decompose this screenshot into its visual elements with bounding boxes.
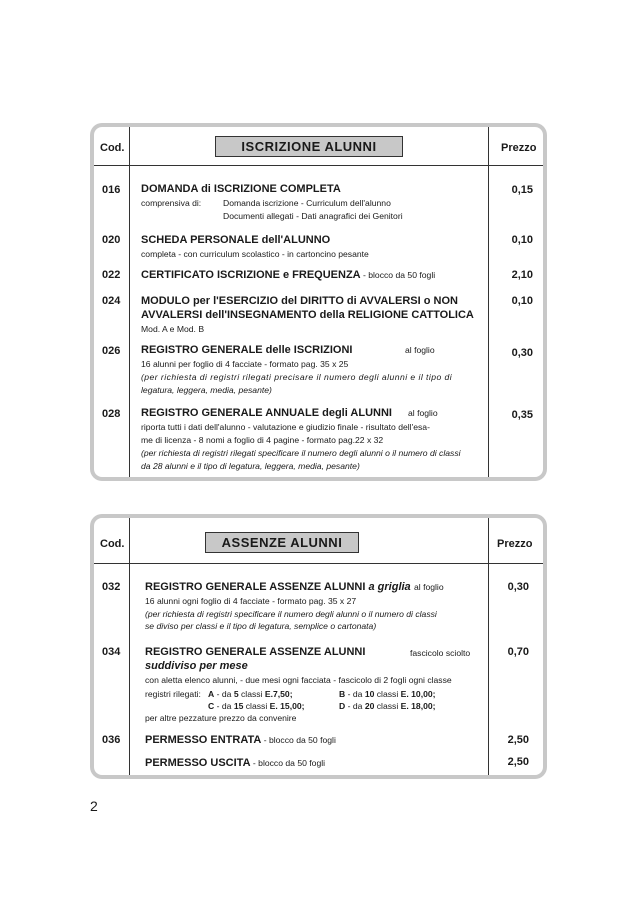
item-price: 2,50 <box>507 756 529 768</box>
item-detail: Documenti allegati - Dati anagrafici dei Genitori <box>223 211 403 221</box>
item-code: 036 <box>102 734 121 746</box>
section-title: ASSENZE ALUNNI <box>205 532 359 553</box>
item-code: 032 <box>102 581 121 593</box>
item-title-emphasis: a griglia <box>365 581 411 593</box>
item-title-suffix: - blocco da 50 fogli <box>360 270 436 280</box>
item-description: per altre pezzature prezzo da convenire <box>145 713 297 723</box>
header-prezzo: Prezzo <box>497 538 533 550</box>
column-divider <box>488 127 489 477</box>
item-title-line <box>145 756 325 770</box>
item-code: 016 <box>102 184 121 196</box>
item-description: 16 alunni per foglio di 4 facciate - formato pag. 35 x 25 <box>141 359 349 369</box>
item-price: 0,15 <box>511 184 533 196</box>
registri-option-c: C - da 15 classi E. 15,00; <box>208 701 305 711</box>
item-code: 020 <box>102 234 121 246</box>
item-price: 0,30 <box>507 581 529 593</box>
section-title: ISCRIZIONE ALUNNI <box>215 136 403 157</box>
item-price: 0,10 <box>511 295 533 307</box>
item-code: 026 <box>102 345 121 357</box>
item-note: se diviso per classi e il tipo di legatura, semplice o cartonata) <box>145 621 377 631</box>
item-price: 2,50 <box>507 734 529 746</box>
assenze-table <box>94 518 543 775</box>
item-unit-note: fascicolo sciolto <box>410 648 471 658</box>
item-unit-note: al foglio <box>405 345 435 355</box>
header-cod: Cod. <box>100 142 125 154</box>
header-divider <box>94 563 543 564</box>
registri-option-b: B - da 10 classi E. 10,00; <box>339 689 436 699</box>
registri-option-d: D - da 20 classi E. 18,00; <box>339 701 436 711</box>
item-title-line <box>145 580 411 594</box>
item-unit-note: al foglio <box>414 582 444 592</box>
assenze-panel <box>90 514 547 779</box>
item-description: con aletta elenco alunni, - due mesi ogni facciata - fascicolo di 2 fogli ogni classe <box>145 675 452 685</box>
item-title: DOMANDA di ISCRIZIONE COMPLETA <box>141 183 341 195</box>
header-prezzo: Prezzo <box>501 142 537 154</box>
iscrizione-panel <box>90 123 547 481</box>
registri-option-a: A - da 5 classi E.7,50; <box>208 689 293 699</box>
item-title-suffix: - blocco da 50 fogli <box>250 758 326 768</box>
item-detail: Domanda iscrizione - Curriculum dell'alunno <box>223 198 391 208</box>
item-note: (per richiesta di registri rilegati specificare il numero degli alunni o il numero di classi <box>141 448 461 458</box>
column-divider <box>129 127 130 477</box>
item-code: 024 <box>102 295 121 307</box>
item-note: (per richiesta di registri rilegati precisare il numero degli alunni e il tipo di <box>141 372 453 382</box>
item-title: MODULO per l'ESERCIZIO del DIRITTO di AVVALERSI o NON <box>141 295 458 307</box>
column-divider <box>129 518 130 775</box>
item-price: 0,70 <box>507 646 529 658</box>
header-cod: Cod. <box>100 538 125 550</box>
item-title: REGISTRO GENERALE ASSENZE ALUNNI <box>145 646 366 658</box>
item-description: completa - con curriculum scolastico - in cartoncino pesante <box>141 249 369 259</box>
item-code: 028 <box>102 408 121 420</box>
iscrizione-table <box>94 127 543 477</box>
page-number: 2 <box>90 798 98 814</box>
item-unit-note: al foglio <box>408 408 438 418</box>
item-note: legatura, leggera, media, pesante) <box>141 385 272 395</box>
item-title-line <box>145 733 336 747</box>
item-title-line <box>141 268 435 282</box>
item-title: REGISTRO GENERALE ASSENZE ALUNNI <box>145 581 366 593</box>
item-title-suffix: - blocco da 50 fogli <box>261 735 336 745</box>
item-description: Mod. A e Mod. B <box>141 324 205 334</box>
item-price: 0,30 <box>511 347 533 359</box>
item-title: REGISTRO GENERALE delle ISCRIZIONI <box>141 344 353 356</box>
item-title: SCHEDA PERSONALE dell'ALUNNO <box>141 234 331 246</box>
registri-label: registri rilegati: <box>145 689 201 699</box>
item-price: 0,35 <box>511 409 533 421</box>
item-title: CERTIFICATO ISCRIZIONE e FREQUENZA <box>141 269 361 281</box>
item-detail-label: comprensiva di: <box>141 198 202 208</box>
item-price: 0,10 <box>511 234 533 246</box>
item-code: 034 <box>102 646 121 658</box>
item-title: AVVALERSI dell'INSEGNAMENTO della RELIGIONE CATTOLICA <box>141 309 474 321</box>
column-divider <box>488 518 489 775</box>
item-title: REGISTRO GENERALE ANNUALE degli ALUNNI <box>141 407 392 419</box>
item-note: da 28 alunni e il tipo di legatura, leggera, media, pesante) <box>141 461 360 471</box>
item-title: PERMESSO ENTRATA <box>145 734 262 746</box>
item-subtitle: suddiviso per mese <box>145 660 248 672</box>
item-note: (per richiesta di registri specificare il numero degli alunni o il numero di classi <box>145 609 437 619</box>
item-price: 2,10 <box>511 269 533 281</box>
item-description: riporta tutti i dati dell'alunno - valutazione e giudizio finale - risultato dell'esa- <box>141 422 430 432</box>
header-divider <box>94 165 543 166</box>
item-description: me di licenza - 8 nomi a foglio di 4 pagine - formato pag.22 x 32 <box>141 435 384 445</box>
item-code: 022 <box>102 269 121 281</box>
item-description: 16 alunni ogni foglio di 4 facciate - formato pag. 35 x 27 <box>145 596 357 606</box>
item-title: PERMESSO USCITA <box>145 757 251 769</box>
